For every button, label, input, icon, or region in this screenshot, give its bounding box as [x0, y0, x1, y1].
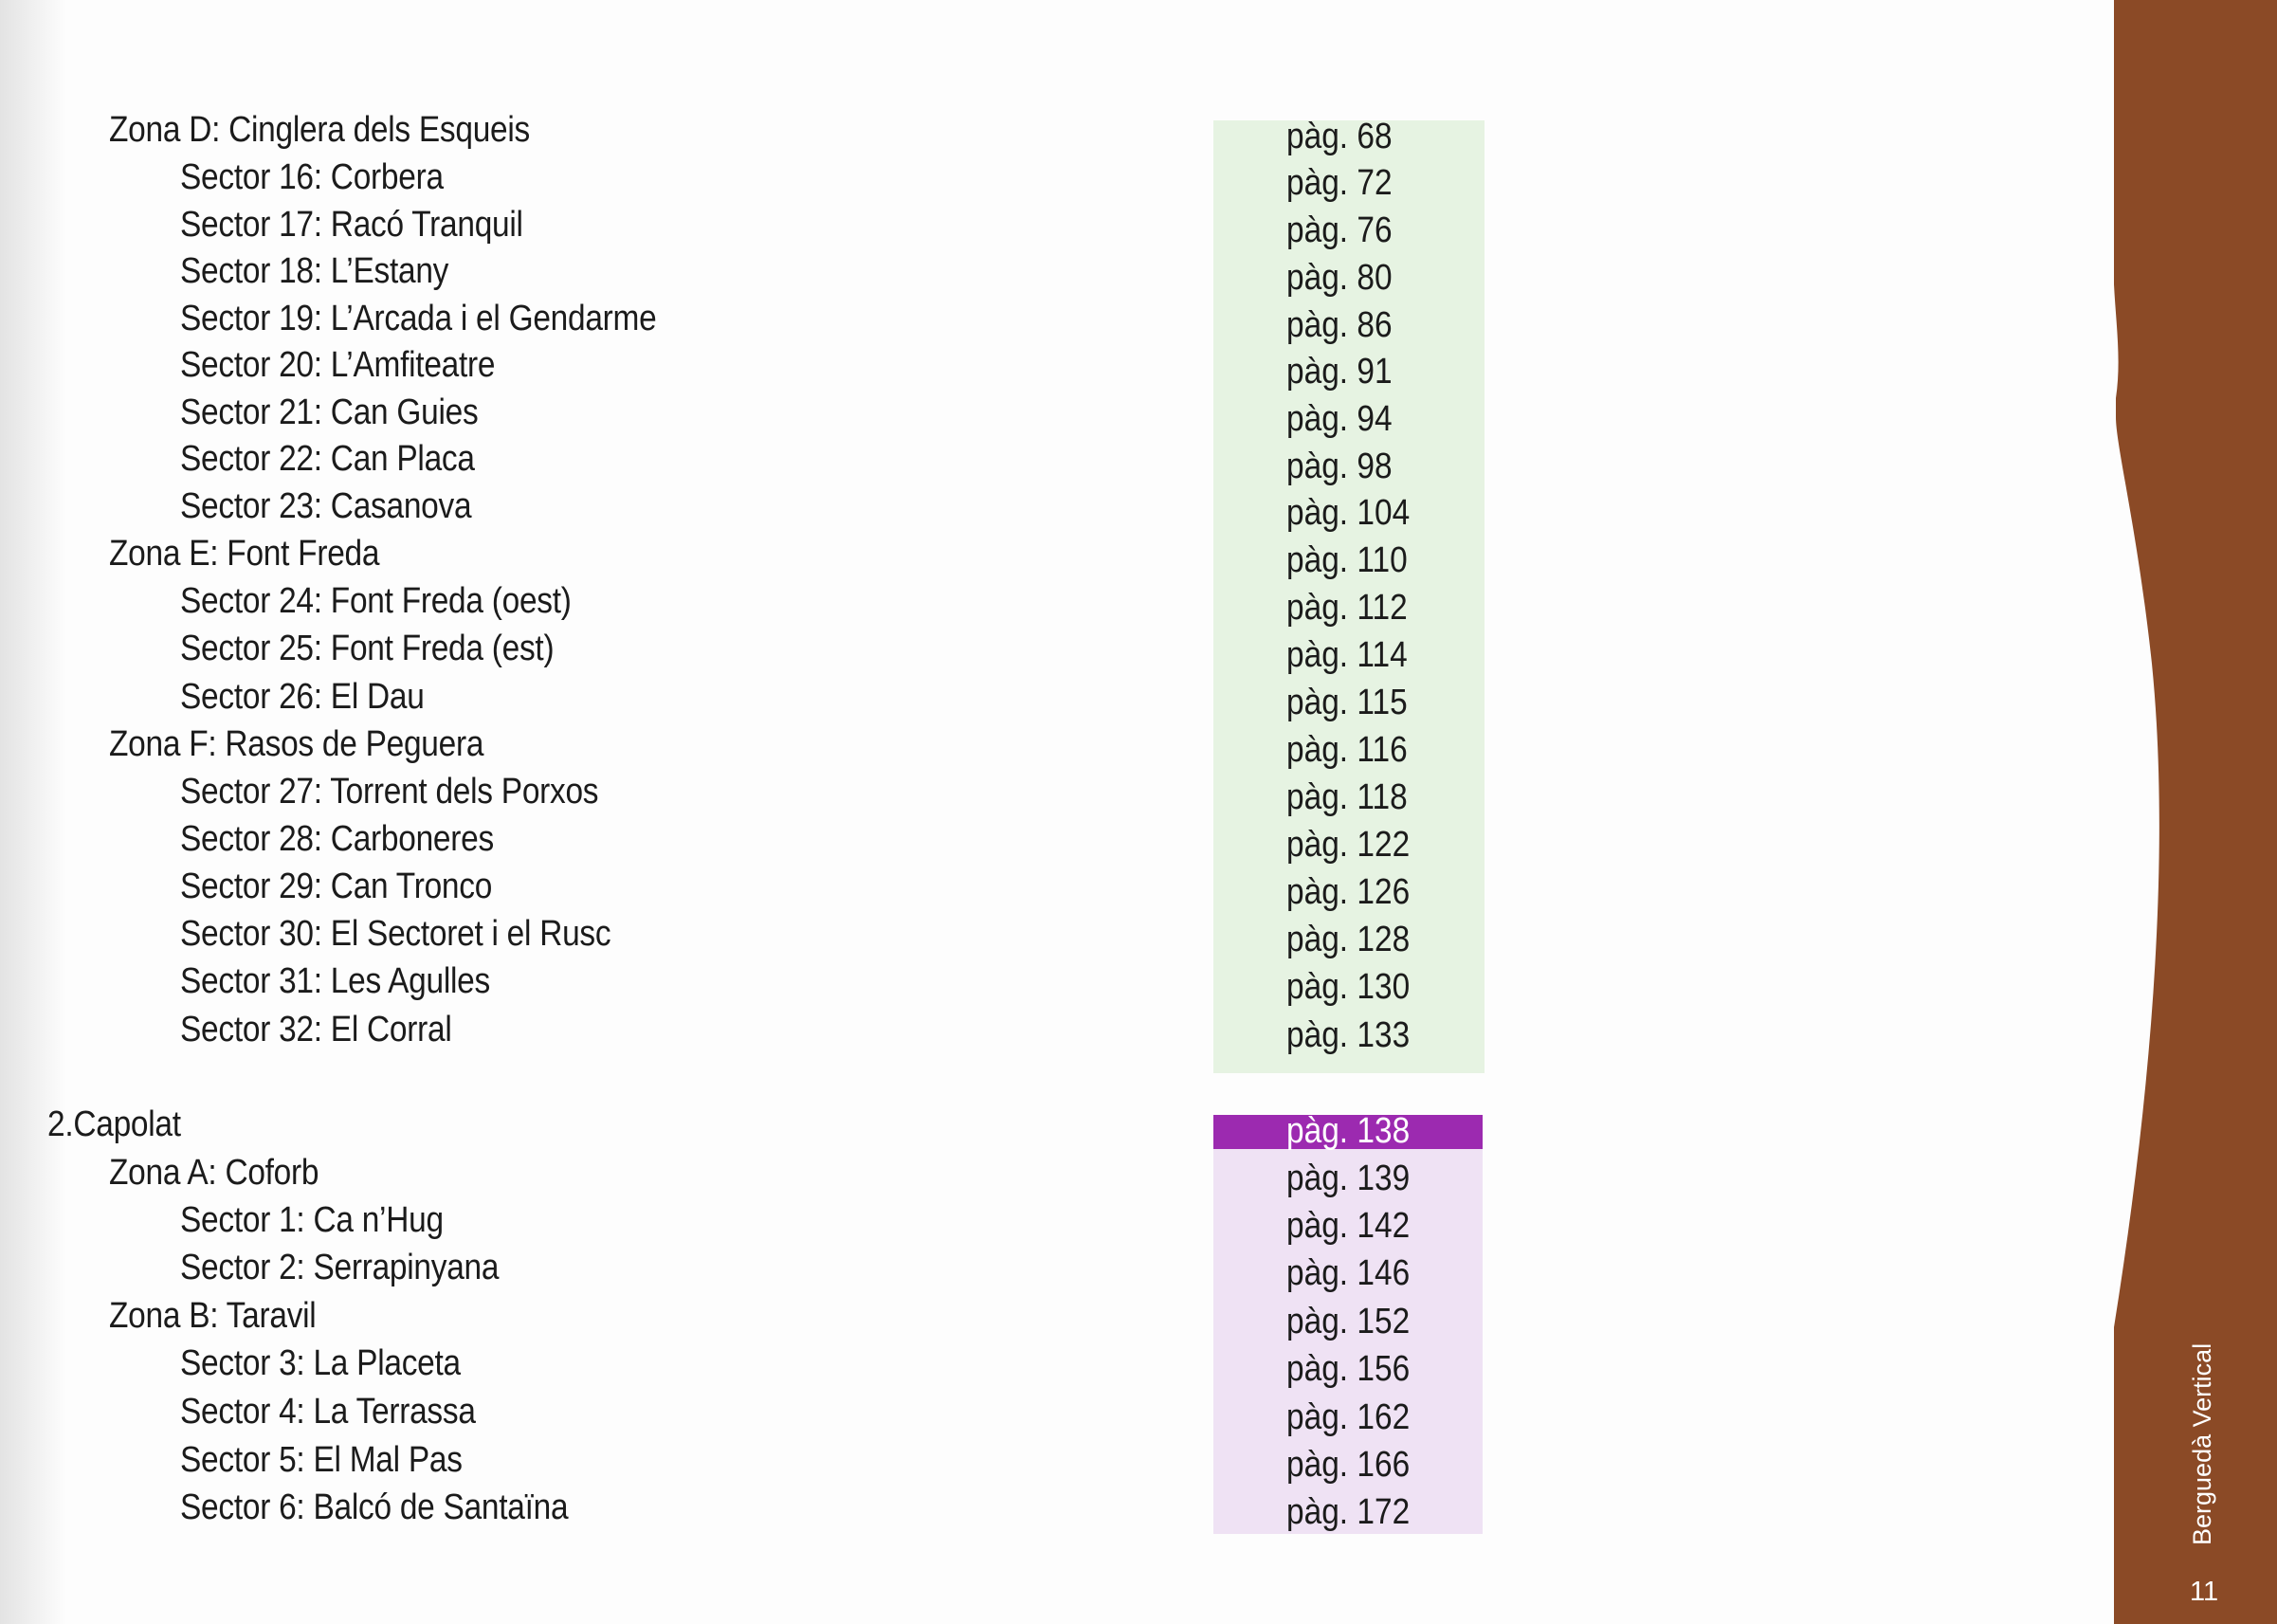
toc-label: Zona B: Taravil: [109, 1296, 317, 1336]
toc-page-ref: pàg. 133: [1286, 1015, 1411, 1055]
toc-page-ref: pàg. 76: [1286, 210, 1393, 250]
toc-label: Sector 21: Can Guies: [180, 392, 479, 432]
toc-label: Zona F: Rasos de Peguera: [109, 724, 484, 764]
toc-page-ref: pàg. 172: [1286, 1492, 1411, 1532]
toc-page-ref: pàg. 126: [1286, 872, 1411, 912]
toc-label: Zona D: Cinglera dels Esqueis: [109, 110, 531, 150]
toc-page-ref: pàg. 142: [1286, 1206, 1411, 1246]
toc-label: Sector 24: Font Freda (oest): [180, 581, 572, 621]
toc-page-ref-highlighted: pàg. 138: [1286, 1111, 1411, 1151]
toc-page-ref: pàg. 166: [1286, 1445, 1411, 1485]
toc-label: Sector 16: Corbera: [180, 157, 444, 197]
page-number: 11: [2190, 1577, 2219, 1607]
toc-label: Sector 1: Ca n’Hug: [180, 1200, 444, 1240]
toc-label: Sector 26: El Dau: [180, 677, 425, 717]
toc-label: Sector 31: Les Agulles: [180, 961, 490, 1001]
toc-page-ref: pàg. 152: [1286, 1302, 1411, 1341]
toc-label: Zona A: Coforb: [109, 1153, 319, 1193]
toc-page-ref: pàg. 130: [1286, 967, 1411, 1007]
toc-page-ref: pàg. 91: [1286, 352, 1393, 392]
toc-label: Sector 23: Casanova: [180, 486, 472, 526]
toc-label: Sector 4: La Terrassa: [180, 1392, 476, 1432]
toc-page-ref: pàg. 104: [1286, 493, 1411, 533]
toc-page-ref: pàg. 86: [1286, 305, 1393, 345]
toc-label: Sector 2: Serrapinyana: [180, 1248, 500, 1287]
toc-page-ref: pàg. 114: [1286, 635, 1408, 675]
toc-page-ref: pàg. 68: [1286, 117, 1393, 156]
toc-page-ref: pàg. 156: [1286, 1349, 1411, 1389]
toc-label: Sector 25: Font Freda (est): [180, 629, 555, 668]
toc-label: Sector 5: El Mal Pas: [180, 1440, 463, 1480]
toc-page-ref: pàg. 94: [1286, 399, 1393, 439]
toc-label: Sector 17: Racó Tranquil: [180, 205, 523, 245]
toc-page-ref: pàg. 80: [1286, 258, 1393, 298]
toc-page-ref: pàg. 98: [1286, 447, 1393, 486]
toc-label: Sector 32: El Corral: [180, 1010, 452, 1049]
toc-label: Sector 6: Balcó de Santaïna: [180, 1487, 569, 1527]
toc-label: Sector 22: Can Placa: [180, 439, 475, 479]
toc-page-ref: pàg. 146: [1286, 1253, 1411, 1293]
toc-page-ref: pàg. 139: [1286, 1159, 1411, 1198]
toc-label: Sector 3: La Placeta: [180, 1343, 461, 1383]
toc-label: 2.Capolat: [47, 1104, 181, 1144]
toc-label: Sector 27: Torrent dels Porxos: [180, 772, 599, 812]
toc-label: Zona E: Font Freda: [109, 534, 380, 574]
toc-label: Sector 29: Can Tronco: [180, 867, 493, 906]
toc-label: Sector 28: Carboneres: [180, 819, 494, 859]
toc-page-ref: pàg. 115: [1286, 683, 1408, 722]
toc-page-ref: pàg. 112: [1286, 588, 1408, 628]
toc-page-ref: pàg. 162: [1286, 1397, 1411, 1437]
toc-page-ref: pàg. 72: [1286, 163, 1393, 203]
toc-page-ref: pàg. 128: [1286, 920, 1411, 959]
toc-page-ref: pàg. 110: [1286, 540, 1408, 580]
toc-label: Sector 20: L’Amfiteatre: [180, 345, 496, 385]
toc-page-ref: pàg. 118: [1286, 777, 1408, 817]
toc-label: Sector 18: L’Estany: [180, 251, 449, 291]
book-title-vertical: Berguedà Vertical: [2188, 1342, 2216, 1545]
toc-page-ref: pàg. 116: [1286, 730, 1408, 770]
toc-label: Sector 30: El Sectoret i el Rusc: [180, 914, 611, 954]
toc-label: Sector 19: L’Arcada i el Gendarme: [180, 299, 657, 338]
toc-page-ref: pàg. 122: [1286, 825, 1411, 865]
